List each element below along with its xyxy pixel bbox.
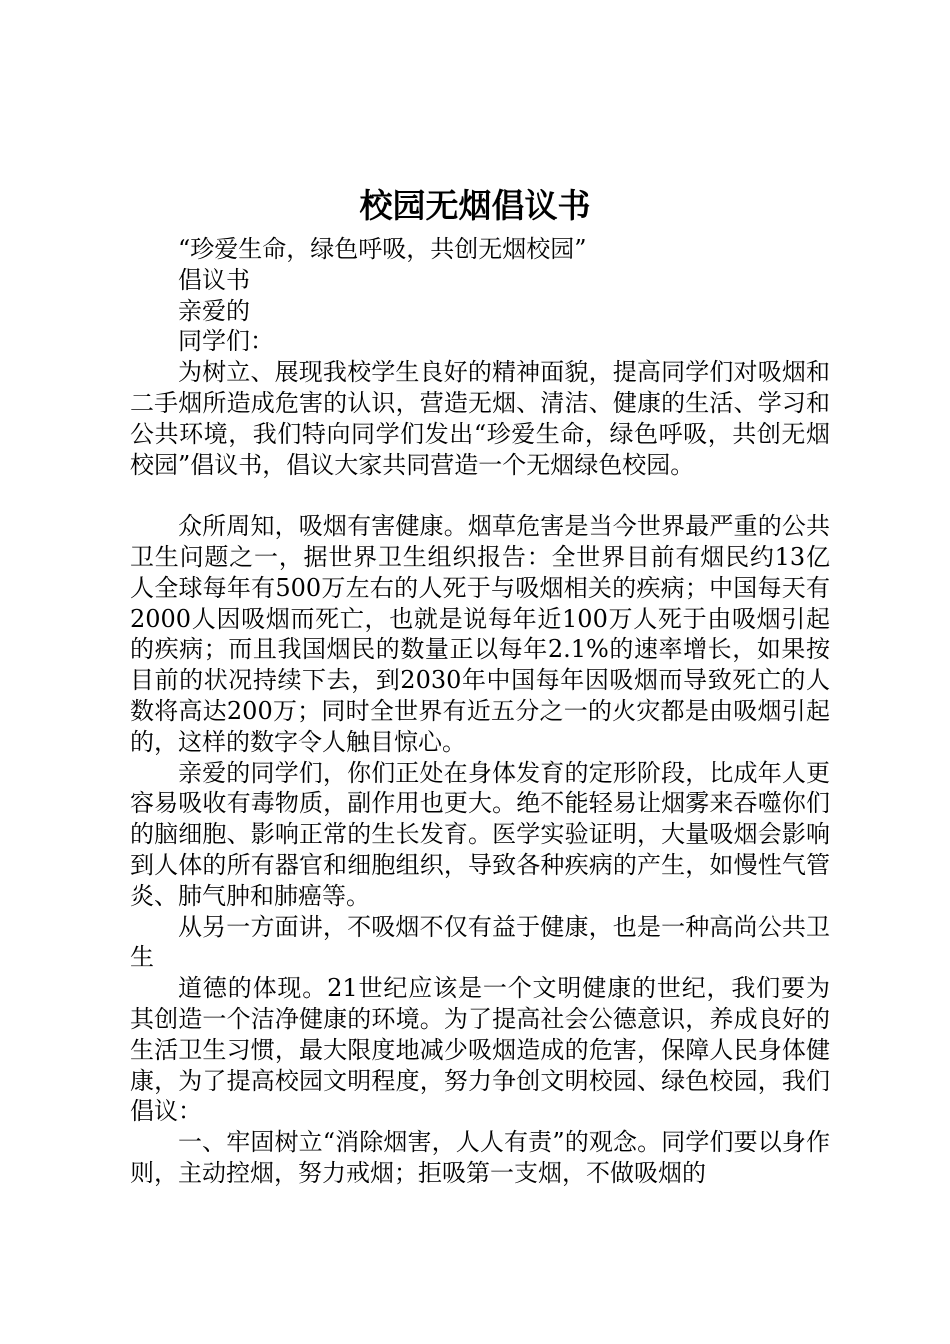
morality-paragraph: 道德的体现。21世纪应该是一个文明健康的世纪，我们要为其创造一个洁净健康的环境。为了提高社会公德意识，养成良好的生活卫生习惯，最大限度地减少吸烟造成的危害，保障人民身体健康，为了提高校园文明程度，努力争创文明校园、绿色校园，我们倡议： — [130, 974, 830, 1126]
benefit-paragraph: 从另一方面讲，不吸烟不仅有益于健康，也是一种高尚公共卫生 — [130, 912, 830, 972]
students-paragraph: 亲爱的同学们，你们正处在身体发育的定形阶段，比成年人更容易吸收有毒物质，副作用也更大。绝不能轻易让烟雾来吞噬你们的脑细胞、影响正常的生长发育。医学实验证明，大量吸烟会影响到人体的所有器官和细胞组织，导致各种疾病的产生，如慢性气管炎、肺气肿和肺癌等。 — [130, 758, 830, 910]
proposal-item-1: 一、牢固树立“消除烟害，人人有责”的观念。同学们要以身作则，主动控烟，努力戒烟；拒吸第一支烟，不做吸烟的 — [130, 1128, 830, 1187]
slogan-line: “珍爱生命，绿色呼吸，共创无烟校园” — [178, 235, 587, 263]
document-title: 校园无烟倡议书 — [359, 186, 591, 225]
salutation-line-2: 同学们： — [178, 327, 274, 356]
doc-type-line: 倡议书 — [178, 265, 250, 294]
document-body — [130, 234, 830, 1189]
salutation-line-1: 亲爱的 — [178, 296, 250, 325]
statistics-paragraph: 众所周知，吸烟有害健康。烟草危害是当今世界最严重的公共卫生问题之一，据世界卫生组织报告：全世界目前有烟民约13亿人全球每年有500万左右的人死于与吸烟相关的疾病；中国每天有2000人因吸烟而死亡，也就是说每年近100万人死于由吸烟引起的疾病；而且我国烟民的数量正以每年2.1%的速率增长，如果按目前的状况持续下去，到2030年中国每年因吸烟而导致死亡的人数将高达200万；同时全世界有近五分之一的火灾都是由吸烟引起的，这样的数字令人触目惊心。 — [130, 512, 830, 756]
blank-line — [130, 480, 830, 511]
intro-paragraph: 为树立、展现我校学生良好的精神面貌，提高同学们对吸烟和二手烟所造成危害的认识，营造无烟、清洁、健康的生活、学习和公共环境，我们特向同学们发出“珍爱生命，绿色呼吸，共创无烟校园”倡议书，倡议大家共同营造一个无烟绿色校园。 — [130, 358, 830, 479]
